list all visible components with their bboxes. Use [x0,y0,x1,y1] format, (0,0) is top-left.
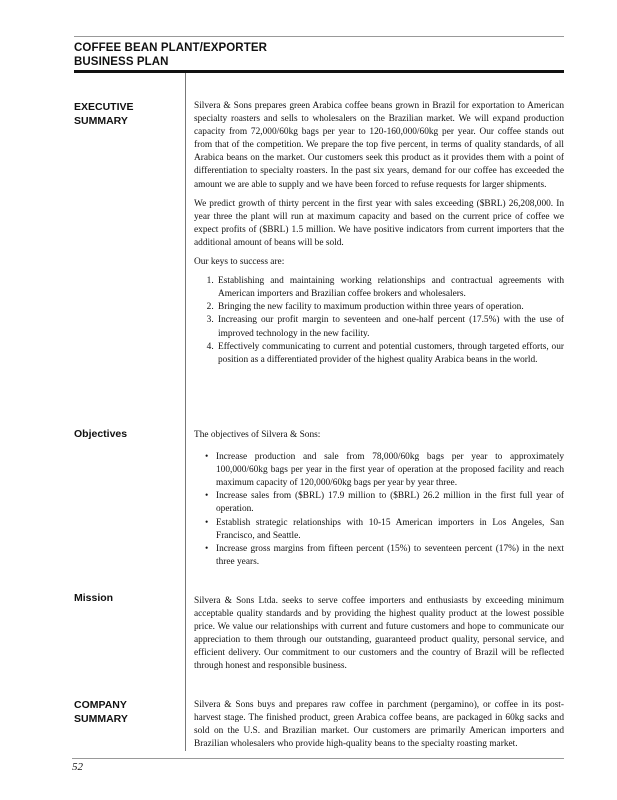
list-item: 3. Increasing our profit margin to seventeen and one-half percent (17.5%) with the use of improved technology in the new facility. [216,314,564,340]
bullet-icon: • [205,452,209,463]
list-item: • Establish strategic relationships with 10-15 American importers in Los Angeles, San Francisco, and Seattle. [205,517,564,541]
company-summary-body [194,699,564,757]
mission-body [194,595,564,680]
executive-summary-body [194,100,564,367]
label-line-1: COMPANY [74,699,127,711]
keys-to-success-list [194,275,564,367]
paragraph: Silvera & Sons Ltda. seeks to serve coffee importers and enthusiasts by exceeding minimum acceptable quality standards and by providing the highest quality product at the lowest possible price. We value our relationships with current and future customers and hope to communicate our appreciation to them through our outstanding, guaranteed product quality, personal service, and efficient delivery. Our commitment to our customers and the country of Brazil will be reflected through honest and responsible business. [194,596,564,672]
header-rule [74,36,564,37]
paragraph: The objectives of Silvera & Sons: [194,430,321,440]
list-item: 4. Effectively communicating to current and potential customers, through targeted efforts, our position as a differentiated provider of the highest quality Arabica beans in the world. [216,341,564,367]
section-label-objectives: Objectives [74,428,128,440]
list-item: • Increase gross margins from fifteen percent (15%) to seventeen percent (17%) in the next three years. [205,543,564,567]
label-line-2: SUMMARY [74,713,128,725]
objectives-body [194,429,564,569]
label-line-1: EXECUTIVE [74,101,134,113]
objectives-list [194,451,564,569]
bullet-icon: • [205,491,209,502]
section-label-executive-summary [74,100,179,128]
bullet-icon: • [205,543,209,554]
list-item: • Increase sales from ($BRL) 17.9 million to ($BRL) 26.2 million in the first full year of operation. [205,491,564,515]
column-divider [185,73,186,751]
bullet-icon: • [205,517,209,528]
footer-rule [72,758,564,759]
list-item: 2. Bringing the new facility to maximum production within three years of operation. [216,301,564,314]
page-number: 52 [72,761,83,773]
title-divider [74,70,564,73]
paragraph: Silvera & Sons buys and prepares raw coffee in parchment (pergamino), or coffee in its post-harvest stage. The finished product, green Arabica coffee beans, are packaged in 60kg sacks and sold on the U.S. and Brazilian market. Our customers are primarily American importers and Brazilian wholesalers who provide high-quality beans to the specialty roasting market. [194,700,564,750]
title-line-1: COFFEE BEAN PLANT/EXPORTER [74,42,268,54]
label-line-2: SUMMARY [74,115,128,127]
title-line-2: BUSINESS PLAN [74,56,169,68]
document-title [74,41,374,69]
list-item: 1. Establishing and maintaining working relationships and contractual agreements with American importers and Brazilian coffee brokers and wholesalers. [216,275,564,301]
paragraph: Silvera & Sons prepares green Arabica coffee beans grown in Brazil for exportation to American specialty roasters and sells to wholesalers on the Brazilian market. We will expand production capacity from 72,000/60kg bags per year to 120-160,000/60kg per year. Our coffee stands out from that of the competition. We prepare the top five percent, in terms of quality standards, of all Arabica beans on the market. Our customers seek this product as it provides them with a point of differentiation to specialty roasters. In the past six years, demand for our coffee has exceeded the amount we are able to supply and we have been forced to refuse requests for larger shipments. [194,101,564,190]
list-item: • Increase production and sale from 78,000/60kg bags per year to approximately 100,000/60kg bags per year in the first year of operation at the proposed facility and reach maximum capacity of 120,000/60kg bags per year by year three. [205,452,564,489]
paragraph: We predict growth of thirty percent in the first year with sales exceeding ($BRL) 26,208,000. In year three the plant will run at maximum capacity and based on the current price of coffee we expect profits of ($BRL) 1.5 million. We have positive indicators from current importers that the additional amount of beans will be sold. [194,198,564,248]
section-label-company-summary [74,698,179,726]
section-label-mission: Mission [74,592,114,604]
paragraph: Our keys to success are: [194,257,285,268]
